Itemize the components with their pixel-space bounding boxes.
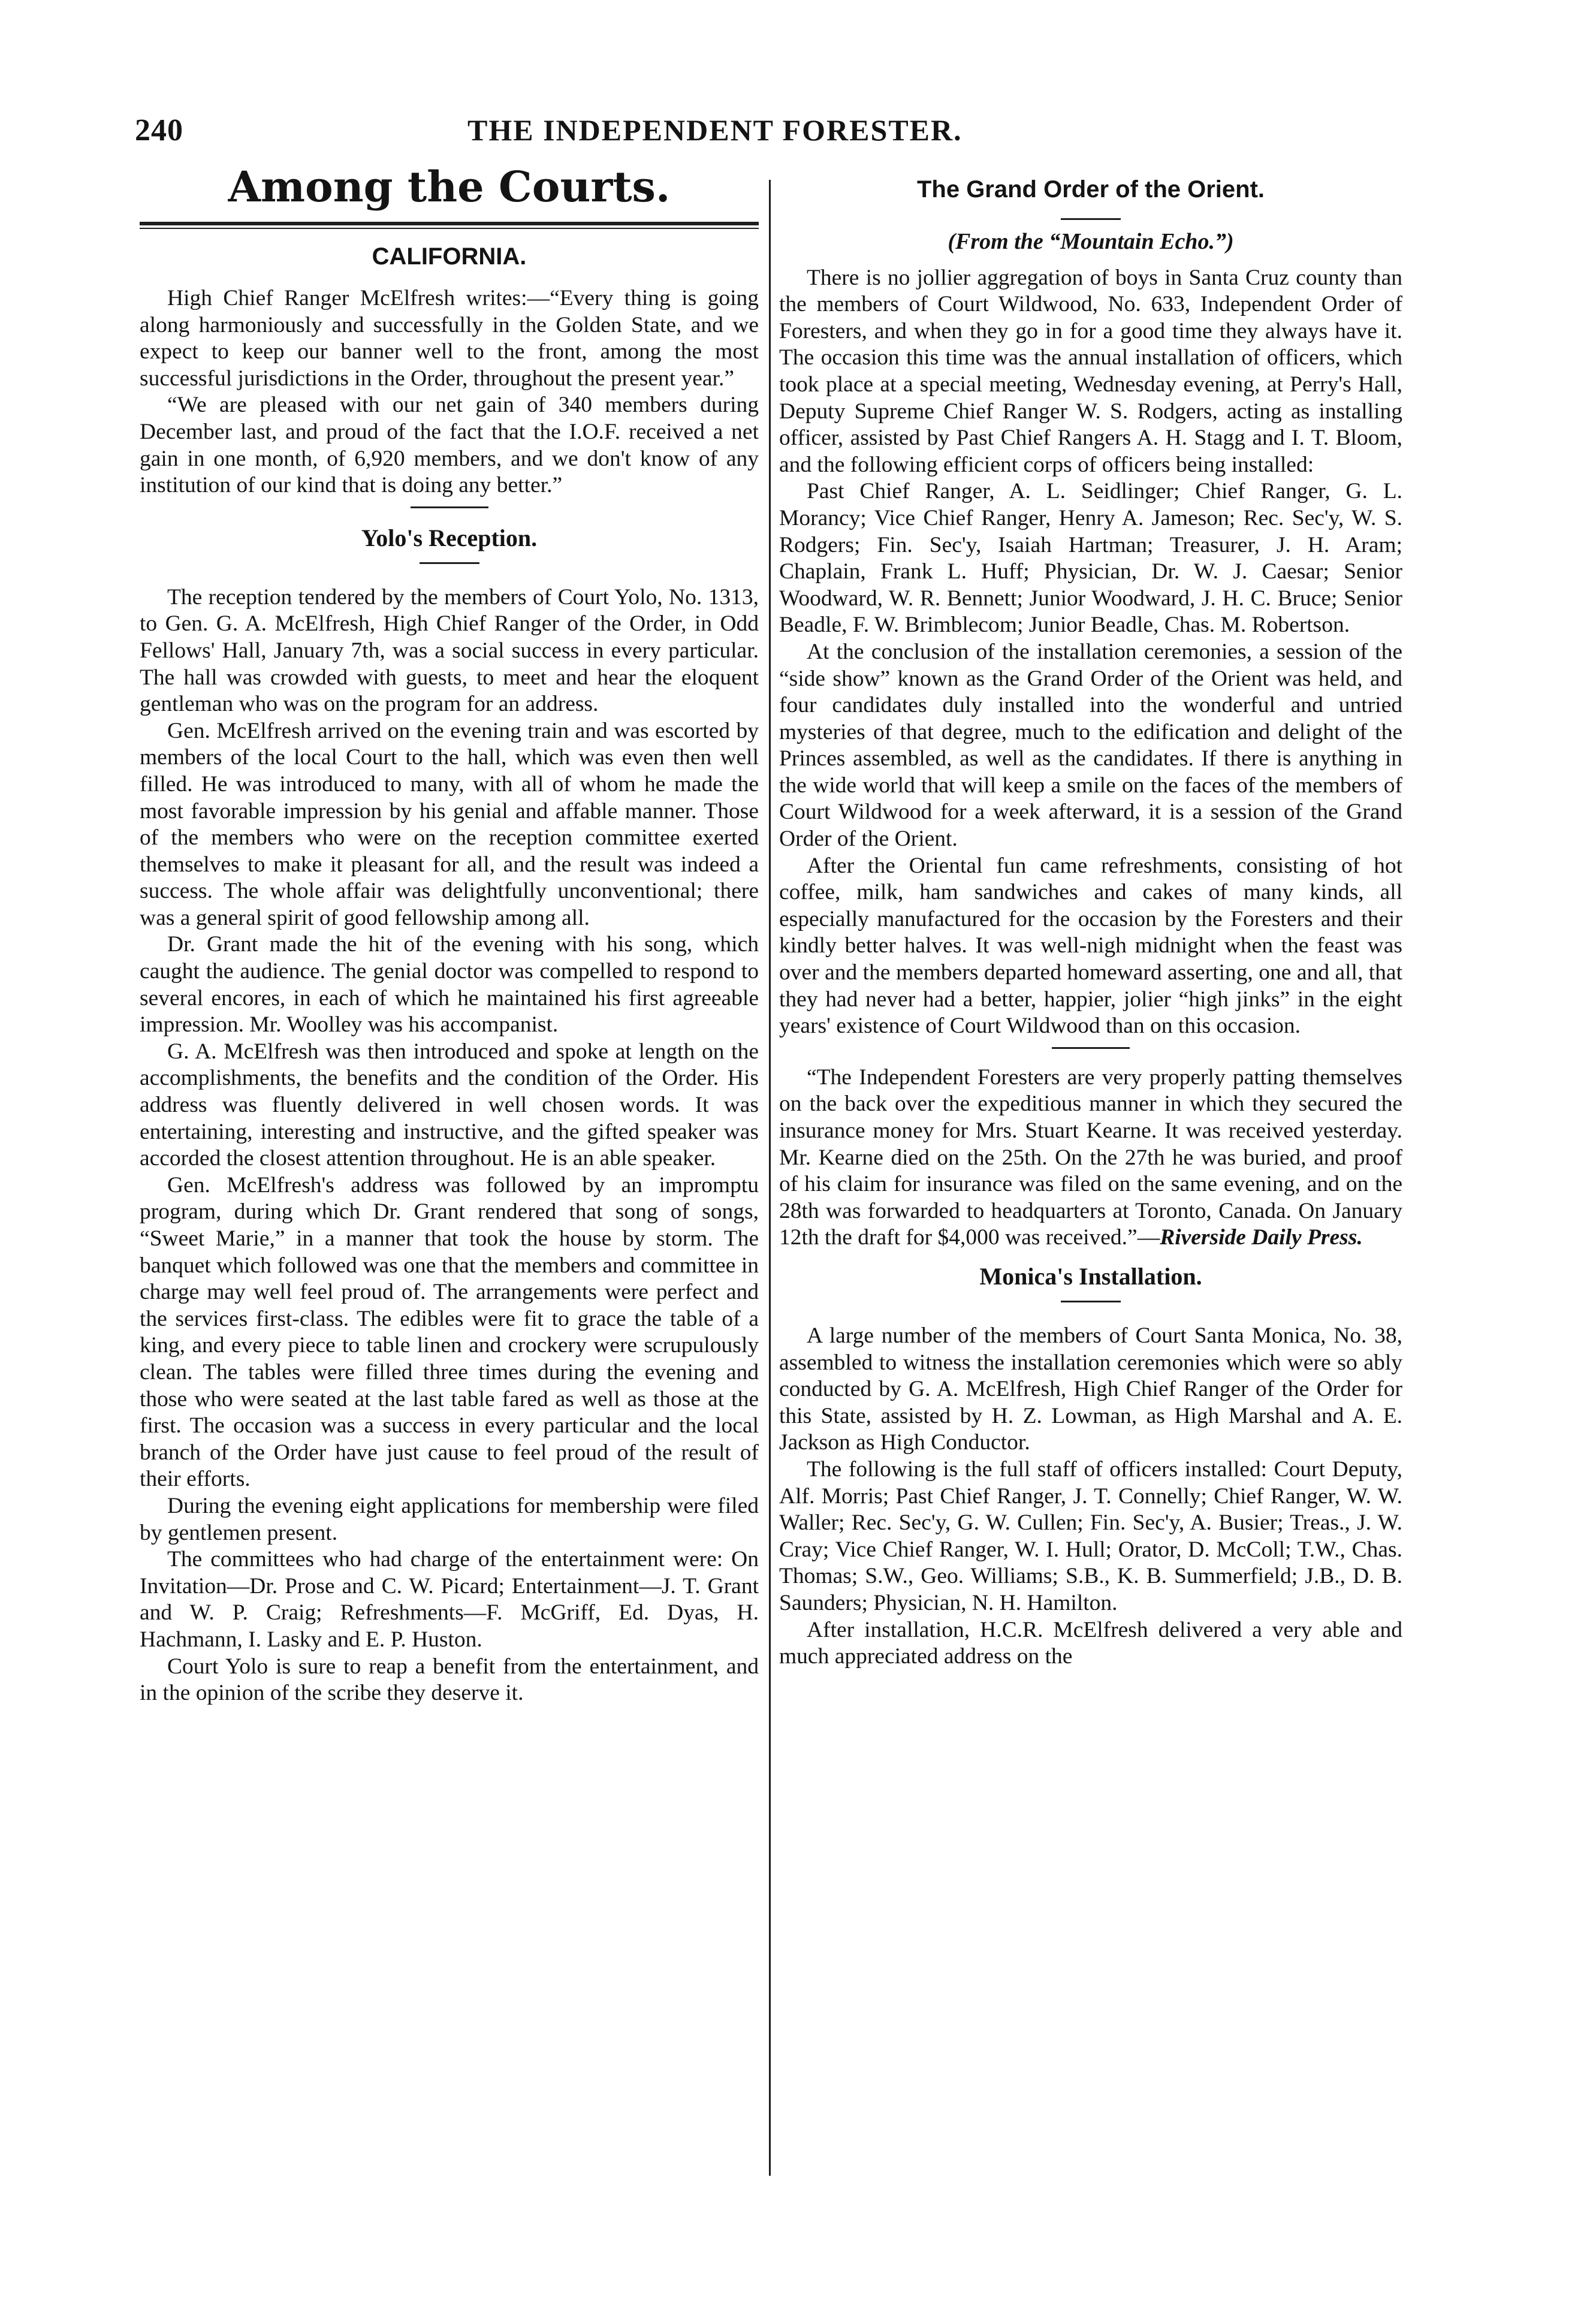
yolo-paragraph-1: The reception tendered by the members of Court Yolo, No. 1313, to Gen. G. A. McElfresh, High Chief Ranger of the Order, in Odd Fellows' Hall, January 7th, was a social success in every particular. The hall was crowded with guests, to meet and hear the eloquent gentleman who was on the program for an address. xyxy=(140,584,759,717)
kearne-source: Riverside Daily Press. xyxy=(1160,1225,1363,1250)
yolo-paragraph-4: G. A. McElfresh was then introduced and spoke at length on the accomplishments, the benefits and the condition of the Order. His address was fluently delivered in well chosen words. It was entertaining, interesting and instructive, and the gifted speaker was accorded the closest attention throughout. He is an able speaker. xyxy=(140,1039,759,1171)
section-title-rule xyxy=(140,222,759,229)
kearne-paragraph xyxy=(779,1064,1402,1251)
kearne-quote: “The Independent Foresters are very properly patting themselves on the back over the expeditious manner in which they secured the insurance money for Mrs. Stuart Kearne. It was received yesterday. Mr. Kearne died on the 25th. On the 27th he was buried, and proof of his claim for insurance was filed on the same evening, and on the 28th was forwarded to headquarters at Toronto, Canada. On January 12th the draft for $4,000 was received.”— xyxy=(779,1064,1402,1250)
orient-paragraph-4: After the Oriental fun came refreshments, consisting of hot coffee, milk, ham sandwiches and cakes of many kinds, all especially manufactured for the occasion by the Foresters and their kindly better halves. It was well-nigh midnight when the feast was over and the members departed homeward asserting, one and all, that they had never had a better, happier, jolier “high jinks” in the eight years' existence of Court Wildwood than on this occasion. xyxy=(779,853,1402,1039)
heading-underline xyxy=(420,562,479,564)
page-header xyxy=(135,113,1399,167)
yolo-paragraph-5: Gen. McElfresh's address was followed by an impromptu program, during which Dr. Grant rendered that song of songs, “Sweet Marie,” in a manner that took the house by storm. The banquet which followed was one that the members and committee in charge may well feel proud of. The arrangements were perfect and the services first-class. The edibles were fit to grace the table of a king, and every piece to table linen and crockery were scrupulously clean. The tables were filled three times during the evening and those who were seated at the last table fared as well as those at the first. The occasion was a success in every particular and the local branch of the Order have just cause to feel proud of the result of their efforts. xyxy=(140,1172,759,1492)
monica-heading: Monica's Installation. xyxy=(979,1262,1202,1290)
california-paragraph-2: “We are pleased with our net gain of 340 members during December last, and proud of the fact that the I.O.F. received a net gain in one month, of 6,920 members, and we don't know of any institution of our kind that is doing any better.” xyxy=(140,393,759,498)
running-title: THE INDEPENDENT FORESTER. xyxy=(467,113,963,147)
orient-source: (From the “Mountain Echo.”) xyxy=(948,229,1234,254)
column-divider xyxy=(769,180,771,2176)
section-title: Among the Courts. xyxy=(228,162,671,212)
monica-paragraph-2: The following is the full staff of officers installed: Court Deputy, Alf. Morris; Past Chief Ranger, J. T. Connelly; Chief Ranger, W. W. Waller; Rec. Sec'y, G. W. Cullen; Fin. Sec'y, A. Busier; Treas., J. W. Cray; Vice Chief Ranger, W. I. Hull; Orator, D. McColl; T.W., Chas. Thomas; S.W., Geo. Williams; S.B., K. B. Summerfield; J.B., D. B. Saunders; Physician, N. H. Hamilton. xyxy=(779,1456,1402,1615)
orient-paragraph-3: At the conclusion of the installation ceremonies, a session of the “side show” known as the Grand Order of the Orient was held, and four candidates duly installed into the wonderful and untried mysteries of that degree, much to the edification and delight of the Princes assembled, as well as the candidates. If there is anything in the wide world that will keep a smile on the faces of the members of Court Wildwood for a week afterward, it is a session of the Grand Order of the Orient. xyxy=(779,639,1402,852)
yolo-paragraph-8: Court Yolo is sure to reap a benefit from the entertainment, and in the opinion of the scribe they deserve it. xyxy=(140,1654,759,1706)
orient-paragraph-1: There is no jollier aggregation of boys in Santa Cruz county than the members of Court Wildwood, No. 633, Independent Order of Foresters, and when they go in for a good time they always have it. The occasion this time was the annual installation of officers, which took place at a special meeting, Wednesday evening, at Perry's Hall, Deputy Supreme Chief Ranger W. S. Rodgers, acting as installing officer, assisted by Past Chief Rangers A. H. Stagg and I. T. Bloom, and the following efficient corps of officers being installed: xyxy=(779,265,1402,477)
yolo-paragraph-2: Gen. McElfresh arrived on the evening train and was escorted by members of the local Court to the hall, which was even then well filled. He was introduced to many, with all of whom he made the most favorable impression by his genial and affable manner. Those of the members who were on the reception committee exerted themselves to make it pleasant for all, and the result was indeed a success. The whole affair was delightfully unconventional; there was a general spirit of good fellowship among all. xyxy=(140,718,759,930)
yolo-paragraph-7: The committees who had charge of the entertainment were: On Invitation—Dr. Prose and C. W. Picard; Entertainment—J. T. Grant and W. P. Craig; Refreshments—F. McGriff, Ed. Dyas, H. Hachmann, I. Lasky and E. P. Huston. xyxy=(140,1547,759,1652)
heading-underline xyxy=(1061,218,1121,220)
california-paragraph-1: High Chief Ranger McElfresh writes:—“Every thing is going along harmoniously and successfully in the Golden State, and we expect to keep our banner well to the front, among the most successful jurisdictions in the Order, throughout the present year.” xyxy=(140,286,759,391)
california-heading: CALIFORNIA. xyxy=(372,243,527,270)
orient-paragraph-2: Past Chief Ranger, A. L. Seidlinger; Chief Ranger, G. L. Morancy; Vice Chief Ranger, Henry A. Jameson; Rec. Sec'y, W. S. Rodgers; Fin. Sec'y, Isaiah Hartman; Treasurer, J. H. Aram; Chaplain, Frank L. Huff; Physician, Dr. W. J. Caesar; Senior Woodward, W. R. Bennett; Junior Woodward, J. H. C. Bruce; Senior Beadle, F. W. Brimblecom; Junior Beadle, Chas. M. Robertson. xyxy=(779,479,1402,638)
orient-heading: The Grand Order of the Orient. xyxy=(916,176,1265,203)
yolo-paragraph-3: Dr. Grant made the hit of the evening with his song, which caught the audience. The genial doctor was compelled to respond to several encores, in each of which he maintained his first agreeable impression. Mr. Woolley was his accompanist. xyxy=(140,932,759,1038)
yolo-paragraph-6: During the evening eight applications for membership were filed by gentlemen present. xyxy=(140,1493,759,1545)
left-column xyxy=(140,162,759,1707)
heading-underline xyxy=(1061,1301,1121,1302)
yolo-heading: Yolo's Reception. xyxy=(361,524,538,551)
article-divider xyxy=(411,506,488,508)
right-column xyxy=(779,162,1402,1670)
article-divider xyxy=(1052,1047,1130,1049)
monica-paragraph-1: A large number of the members of Court Santa Monica, No. 38, assembled to witness the installation ceremonies which were so ably conducted by G. A. McElfresh, High Chief Ranger of the Order for this State, assisted by H. Z. Lowman, as High Marshal and A. E. Jackson as High Conductor. xyxy=(779,1323,1402,1455)
page-number: 240 xyxy=(135,113,183,147)
monica-paragraph-3: After installation, H.C.R. McElfresh delivered a very able and much appreciated address on the xyxy=(779,1617,1402,1669)
